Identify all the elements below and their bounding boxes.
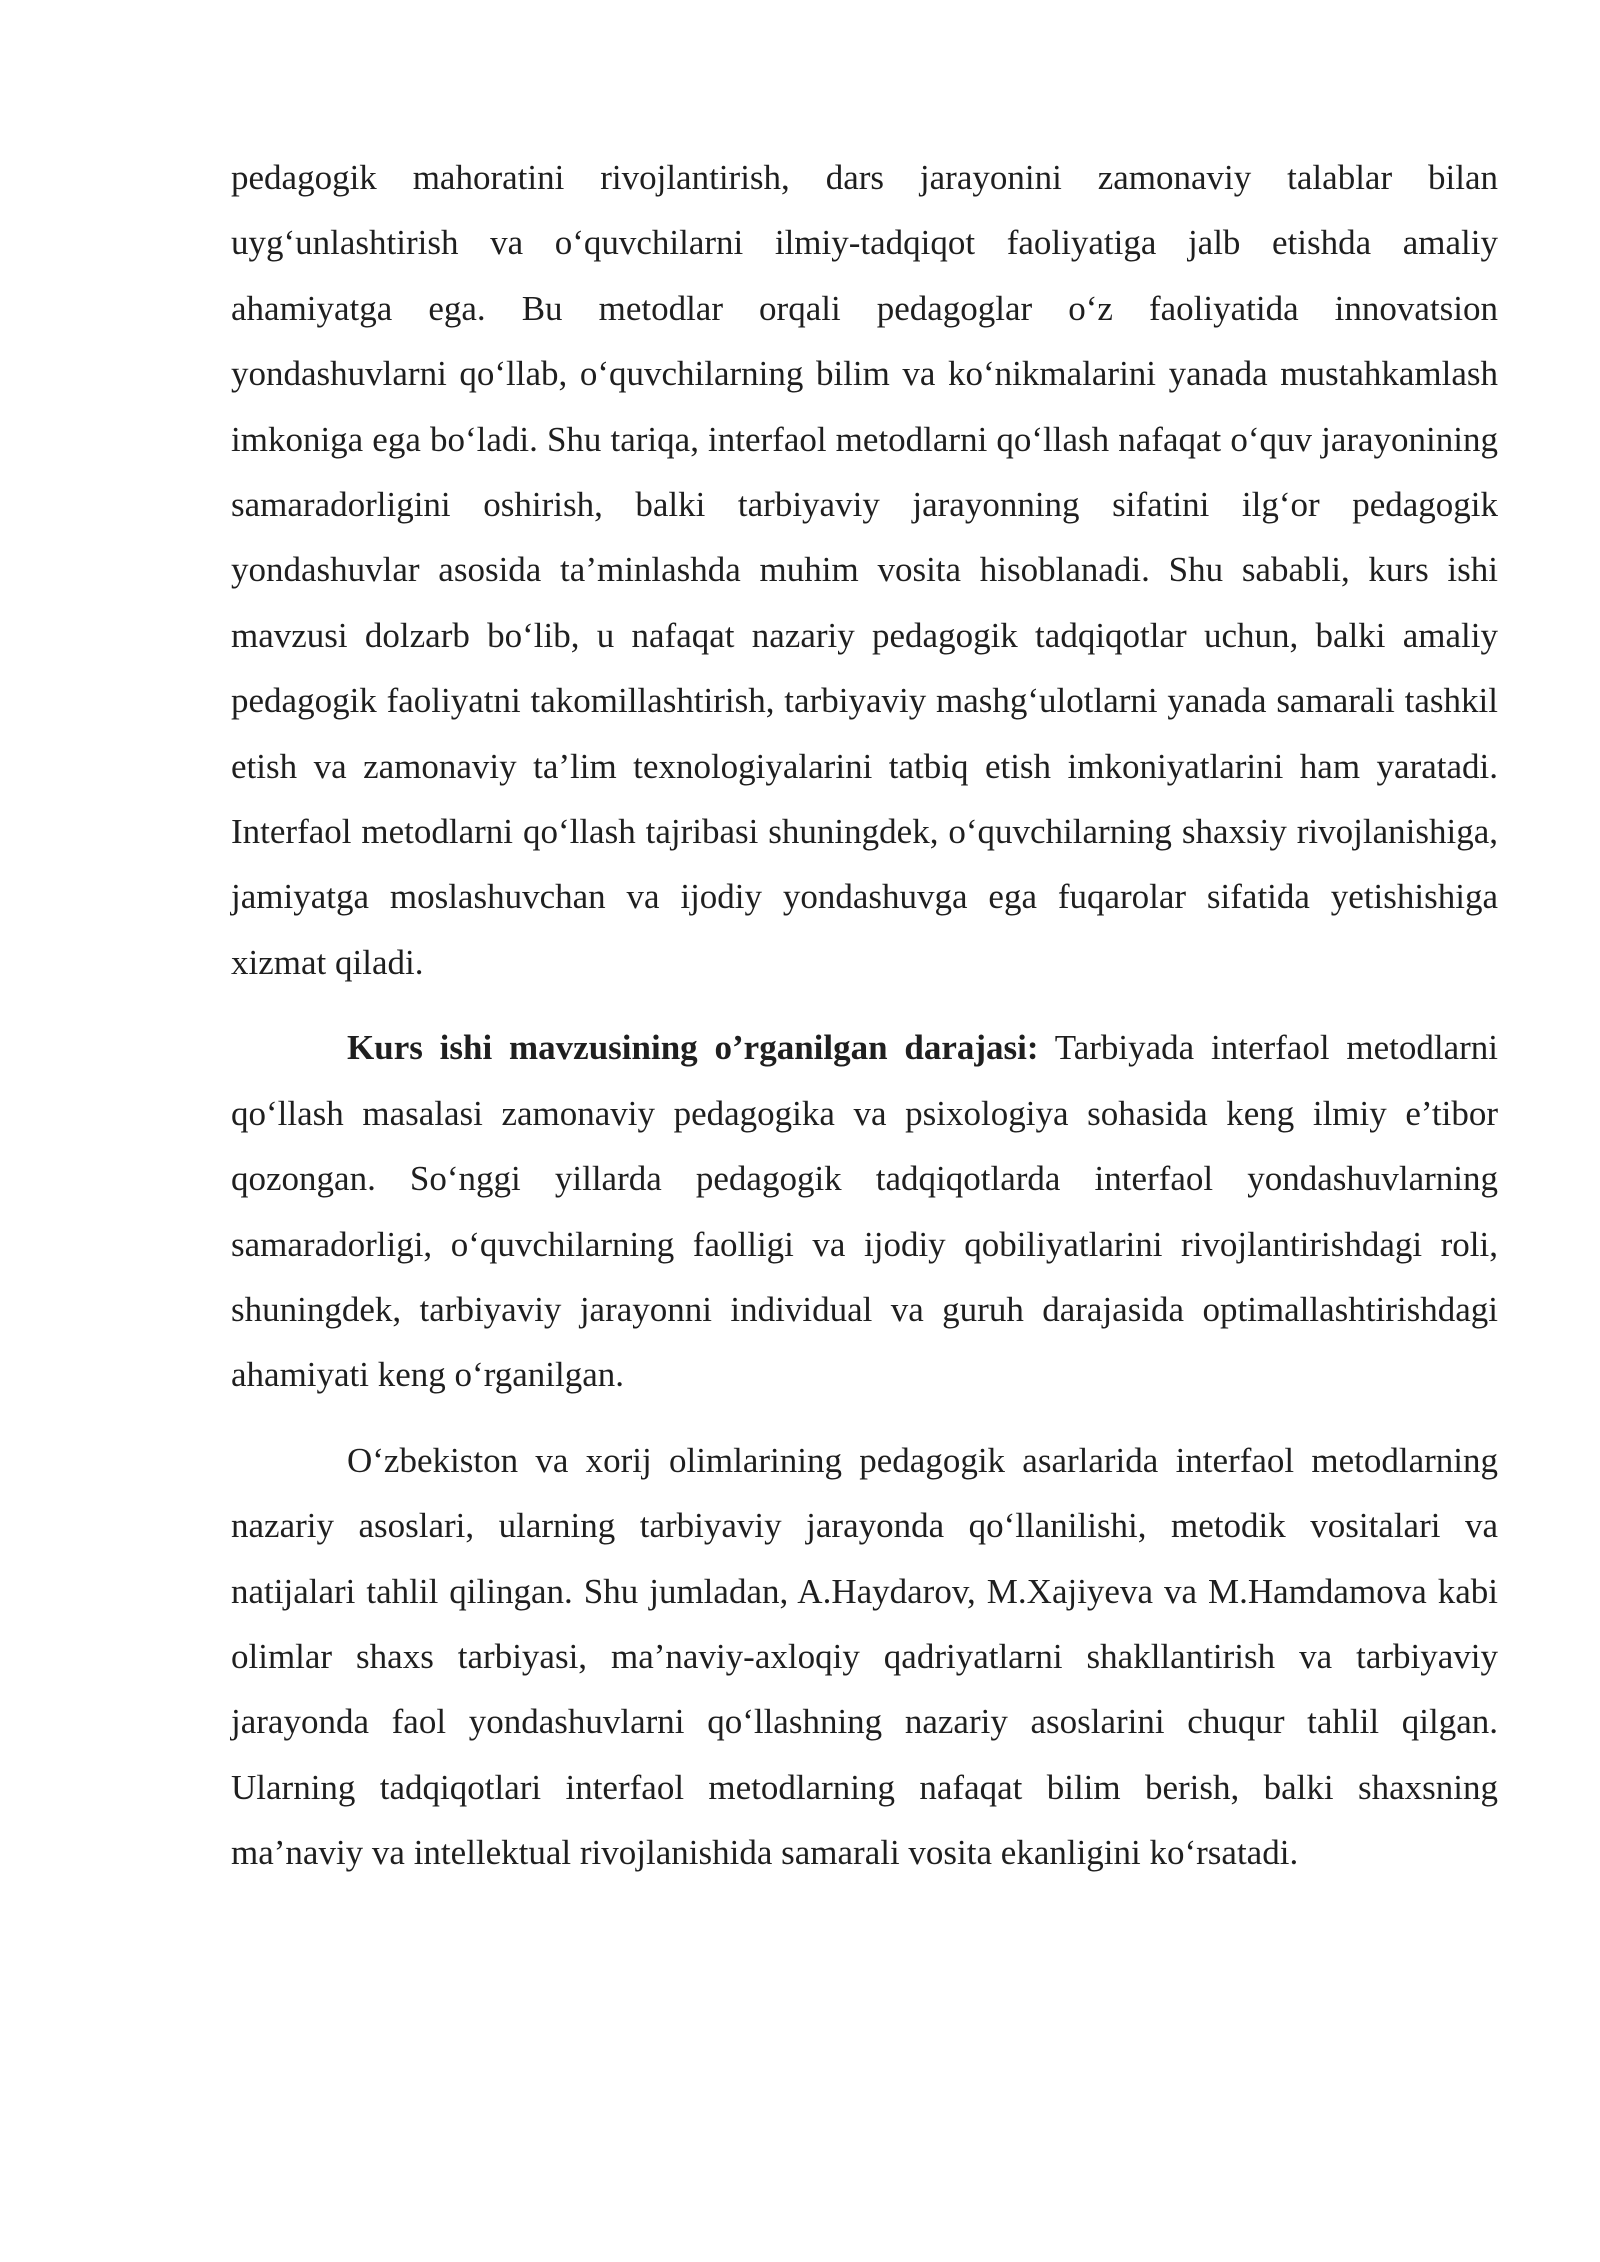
- body-paragraph-1: [231, 145, 1498, 995]
- section-heading: Kurs ishi mavzusining o’rganilgan darajasi:: [347, 1028, 1039, 1068]
- body-paragraph-2: [231, 1015, 1498, 1407]
- paragraph-text: pedagogik mahoratini rivojlantirish, dars jarayonini zamonaviy talablar bilan uyg‘unlashtirish va o‘quvchilarni ilmiy-tadqiqot faoliyatiga jalb etishda amaliy ahamiyatga ega. Bu metodlar orqali pedagoglar o‘z faoliyatida innovatsion yondashuvlarni qo‘llab, o‘quvchilarning bilim va ko‘nikmalarini yanada mustahkamlash imkoniga ega bo‘ladi. Shu tariqa, interfaol metodlarni qo‘llash nafaqat o‘quv jarayonining samaradorligini oshirish, balki tarbiyaviy jarayonning sifatini ilg‘or pedagogik yondashuvlar asosida ta’minlashda muhim vosita hisoblanadi. Shu sababli, kurs ishi mavzusi dolzarb bo‘lib, u nafaqat nazariy pedagogik tadqiqotlar uchun, balki amaliy pedagogik faoliyatni takomillashtirish, tarbiyaviy mashg‘ulotlarni yanada samarali tashkil etish va zamonaviy ta’lim texnologiyalarini tatbiq etish imkoniyatlarini ham yaratadi. Interfaol metodlarni qo‘llash tajribasi shuningdek, o‘quvchilarning shaxsiy rivojlanishiga, jamiyatga moslashuvchan va ijodiy yondashuvga ega fuqarolar sifatida yetishishiga xizmat qiladi.: [231, 158, 1498, 982]
- document-body: [231, 145, 1498, 1886]
- paragraph-text: Tarbiyada interfaol metodlarni qo‘llash masalasi zamonaviy pedagogika va psixologiya sohasida keng ilmiy e’tibor qozongan. So‘nggi yillarda pedagogik tadqiqotlarda interfaol yondashuvlarning samaradorligi, o‘quvchilarning faolligi va ijodiy qobiliyatlarini rivojlantirishdagi roli, shuningdek, tarbiyaviy jarayonni individual va guruh darajasida optimallashtirishdagi ahamiyati keng o‘rganilgan.: [231, 1028, 1498, 1395]
- paragraph-text: O‘zbekiston va xorij olimlarining pedagogik asarlarida interfaol metodlarning nazariy asoslari, ularning tarbiyaviy jarayonda qo‘llanilishi, metodik vositalari va natijalari tahlil qilingan. Shu jumladan, A.Haydarov, M.Xajiyeva va M.Hamdamova kabi olimlar shaxs tarbiyasi, ma’naviy-axloqiy qadriyatlarni shakllantirish va tarbiyaviy jarayonda faol yondashuvlarni qo‘llashning nazariy asoslarini chuqur tahlil qilgan. Ularning tadqiqotlari interfaol metodlarning nafaqat bilim berish, balki shaxsning ma’naviy va intellektual rivojlanishida samarali vosita ekanligini ko‘rsatadi.: [231, 1440, 1498, 1873]
- body-paragraph-3: [231, 1428, 1498, 1886]
